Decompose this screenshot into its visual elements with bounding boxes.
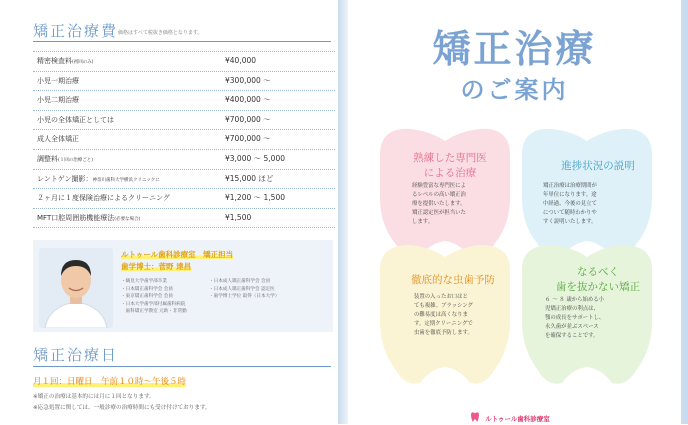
career-item: ・日本大学歯学部付属歯科病院 — [121, 301, 186, 307]
feature-title-line: による治療 — [423, 167, 477, 179]
career-item: 歯科矯正学教室 元助・非常勤 — [121, 309, 187, 315]
fee-sub: 神奈川歯科大学横浜クリニックに — [92, 177, 160, 183]
feature-line: します。 — [412, 219, 434, 225]
clinic-logo-text: ルトゥール歯科診療室 — [485, 415, 550, 423]
feature-title — [395, 150, 505, 180]
feature-title-line: 歯を抜かない矯正 — [556, 281, 640, 293]
feature-line: す。定期クリーニングで — [414, 321, 473, 327]
fee-tax-note: 価格はすべて税抜き価格となります。 — [118, 30, 203, 36]
hours-section-title: 矯正治療日 — [33, 346, 119, 364]
feature-title — [533, 158, 663, 173]
page-edge — [681, 0, 688, 424]
fee-price: ¥700,000 ～ — [225, 114, 271, 124]
fee-price: ¥1,500 — [225, 212, 252, 222]
table-row — [33, 209, 335, 229]
feature-body — [414, 293, 473, 338]
feature-title — [393, 272, 513, 287]
fee-name: 成人全体矯正 — [37, 135, 79, 144]
table-row — [33, 111, 335, 131]
career-list-left — [121, 278, 187, 316]
feature-line: について随時わかりや — [543, 210, 597, 216]
fee-name: 精密検査料 — [37, 57, 72, 65]
table-row — [33, 91, 335, 111]
fee-name: 小児の全体矯正としては — [37, 115, 114, 124]
table-row — [33, 170, 335, 190]
fee-name: 小児二期治療 — [37, 96, 79, 105]
fee-name: 調整料 — [37, 154, 58, 163]
feature-line: 虫歯を徹底予防します。 — [414, 330, 473, 336]
fee-name: MFT口腔周囲筋機能療法 — [37, 213, 115, 222]
doctor-clinic-role-text: ルトゥール歯科診療室 矯正担当 — [121, 250, 234, 259]
guide-title: 矯正治療 — [432, 27, 597, 71]
career-list-right — [209, 278, 279, 301]
fee-name: 小児一期治療 — [37, 76, 79, 85]
career-item: ・東京矯正歯科学会 会員 — [121, 294, 173, 300]
fee-price: ¥300,000 ～ — [225, 75, 271, 85]
fee-sub: (初回のみ) — [72, 60, 94, 65]
career-item: ・日本成人矯正歯科学会 会員 — [209, 279, 271, 284]
feature-line: を確保することです。 — [545, 333, 599, 339]
feature-line: 中経過、今後の見立て — [543, 201, 597, 207]
doctor-name-text: 歯学博士：菅野 達昌 — [121, 262, 192, 271]
hours-schedule — [33, 375, 186, 387]
feature-title-line: 進捗状況の説明 — [561, 160, 635, 172]
fee-price: ¥700,000 ～ — [225, 134, 271, 144]
table-row — [33, 130, 335, 150]
table-row — [33, 51, 335, 72]
feature-line: の難易度は高くなりま — [414, 312, 468, 318]
career-item: ・鶴見大学歯学部卒業 — [121, 279, 167, 284]
fee-price: ¥3,000 ～ 5,000 — [225, 153, 285, 163]
feature-body — [412, 182, 466, 227]
hours-note: ※矯正の治療は基本的には月に１回となります。 — [33, 394, 155, 400]
feature-line: 装置の入ったお口はと — [414, 294, 468, 300]
table-row — [33, 150, 335, 170]
doctor-clinic-role — [121, 249, 233, 260]
feature-title-line: なるべく — [577, 266, 619, 278]
feature-title — [528, 264, 668, 294]
fee-price: ¥1,200 ～ 1,500 — [225, 193, 285, 203]
fee-section-title: 矯正治療費 — [33, 22, 119, 40]
career-item: ・歯学博士学位 取得（日本大学） — [209, 294, 280, 300]
feature-line: 顎の成長をサポートし、 — [545, 315, 605, 321]
career-item: ・日本成人矯正歯科学会 認定医 — [209, 286, 275, 292]
feature-line: ６ ～ ８ 歳から始める小 — [545, 297, 605, 303]
hours-schedule-text: 月１回：日曜日 午前１０時～午後５時 — [33, 377, 187, 387]
fee-name: レントゲン撮影： — [37, 174, 93, 183]
table-row — [33, 72, 335, 92]
fee-price: ¥400,000 ～ — [225, 95, 271, 105]
doctor-profile — [33, 240, 333, 332]
feature-body — [543, 182, 597, 227]
page-gutter — [338, 0, 348, 424]
feature-line: 療を提供いたします。 — [412, 201, 466, 207]
tooth-logo-icon — [470, 412, 480, 422]
feature-line: 矯正認定医が担当いた — [412, 210, 466, 216]
doctor-photo — [39, 248, 113, 328]
fee-name: ２ヶ月に１度保険治療によるクリーニング — [37, 194, 170, 203]
fee-price: ¥40,000 — [225, 56, 257, 65]
guide-subtitle: のご案内 — [460, 76, 569, 104]
feature-title-line: 熟練した専門医 — [413, 152, 487, 164]
fee-table — [33, 51, 335, 228]
fee-price: ¥15,000 ほど — [225, 173, 274, 183]
hours-divider — [33, 366, 331, 367]
doctor-name — [121, 261, 191, 272]
career-item: ・日本矯正歯科学会 会員 — [121, 286, 173, 292]
feature-line: 児矯正治療の利点は、 — [545, 306, 599, 312]
feature-title-line: 徹底的な虫歯予防 — [411, 274, 495, 286]
feature-line: 年単位になります。途 — [543, 192, 597, 198]
feature-line: 永久歯が並ぶスペース — [545, 324, 599, 330]
feature-line: すく説明いたします。 — [543, 219, 597, 225]
feature-line: 矯正治療は治療期間が — [543, 183, 597, 189]
table-row — [33, 189, 335, 209]
feature-line: ても複雑。ブラッシング — [414, 303, 473, 309]
title-divider — [33, 41, 331, 42]
hours-note: ※応急処置に関しては、一般診療の治療時間にも受け付けております。 — [33, 405, 211, 411]
feature-line: るレベルの高い矯正治 — [412, 192, 466, 198]
fee-sub: (１回の治療ごと) — [58, 157, 94, 163]
feature-body — [545, 296, 604, 341]
fee-sub: (必要な場合) — [114, 216, 141, 222]
feature-line: 経験豊富な専門医によ — [412, 183, 466, 189]
clinic-logo — [470, 406, 550, 425]
